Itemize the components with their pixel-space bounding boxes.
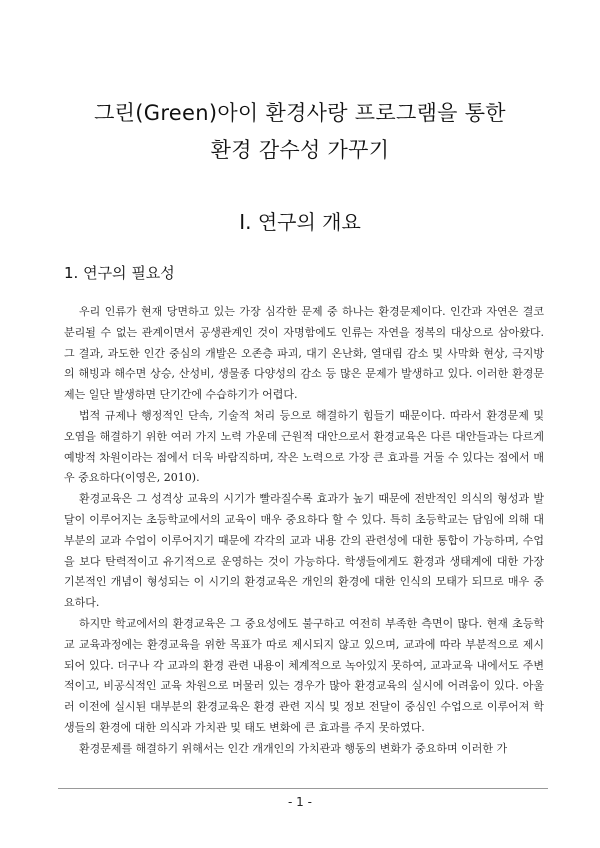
document-title-line-2: 환경 감수성 가꾸기 — [210, 138, 390, 162]
section-heading: 1. 연구의 필요성 — [64, 264, 175, 282]
paragraph: 우리 인류가 현재 당면하고 있는 가장 심각한 문제 중 하나는 환경문제이다. 인간과 자연은 결코 분리될 수 없는 관계이면서 공생관계인 것이 자명함에도 인류는 자연을 정복의 대상으로 삼아왔다. 그 결과, 과도한 인간 중심의 개발은 오존층 파괴, 대기 온난화, 열대림 감소 및 사막화 현상, 극지방의 해빙과 해수면 상승, 산성비, 생물종 다양성의 감소 등 많은 문제가 발생하고 있다. 이러한 환경문제는 일단 발생하면 단기간에 수습하기가 어렵다. — [64, 305, 544, 402]
body-text — [64, 302, 544, 760]
paragraph: 법적 규제나 행정적인 단속, 기술적 처리 등으로 해결하기 힘들기 때문이다. 따라서 환경문제 및 오염을 해결하기 위한 여러 가지 노력 가운데 근원적 대안으로서 환경교육은 다른 대안들과는 다르게 예방적 차원이라는 점에서 더욱 바람직하며, 작은 노력으로 가장 큰 효과를 거둘 수 있다는 점에서 매우 중요하다(이영은, 2010). — [64, 408, 544, 485]
chapter-heading: Ⅰ. 연구의 개요 — [239, 210, 361, 234]
footer-divider — [58, 788, 548, 789]
paragraph: 하지만 학교에서의 환경교육은 그 중요성에도 불구하고 여전히 부족한 측면이 많다. 현재 초등학교 교육과정에는 환경교육을 위한 목표가 따로 제시되지 않고 있으며, 교과에 따라 부분적으로 제시되어 있다. 더구나 각 교과의 환경 관련 내용이 체계적으로 녹아있지 못하여, 교과교육 내에서도 주변적이고, 비공식적인 교육 차원으로 머물러 있는 경우가 많아 환경교육의 실시에 어려움이 있다. 아울러 이전에 실시된 대부분의 환경교육은 환경 관련 지식 및 정보 전달이 중심인 수업으로 이루어져 학생들의 환경에 대한 의식과 가치관 및 태도 변화에 큰 효과를 주지 못하였다. — [64, 616, 544, 734]
page-number: - 1 - — [288, 795, 312, 809]
paragraph: 환경교육은 그 성격상 교육의 시기가 빨라질수록 효과가 높기 때문에 전반적인 의식의 형성과 발달이 이루어지는 초등학교에서의 교육이 매우 중요하다 할 수 있다. 특히 초등학교는 담임에 의해 대부분의 교과 수업이 이루어지기 때문에 각각의 교과 내용 간의 관련성에 대한 통합이 가능하며, 수업을 보다 탄력적이고 유기적으로 운영하는 것이 가능하다. 학생들에게도 환경과 생태계에 대한 가장 기본적인 개념이 형성되는 이 시기의 환경교육은 개인의 환경에 대한 인식의 모태가 되므로 매우 중요하다. — [64, 492, 544, 610]
document-title-line-1: 그린(Green)아이 환경사랑 프로그램을 통한 — [94, 101, 506, 125]
paragraph: 환경문제를 해결하기 위해서는 인간 개개인의 가치관과 행동의 변화가 중요하며 이러한 가 — [79, 741, 508, 755]
